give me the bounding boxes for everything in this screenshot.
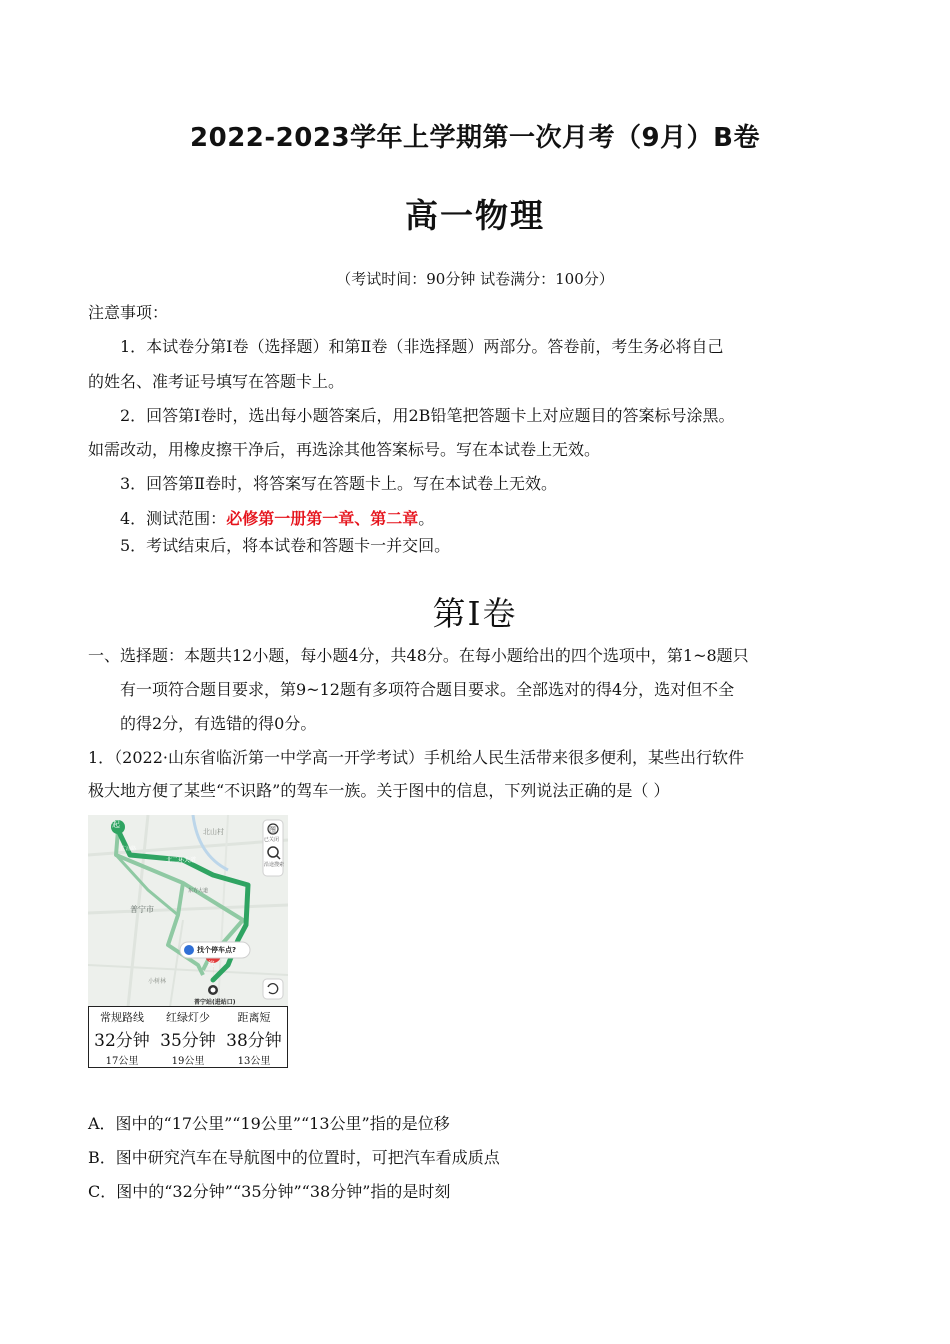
route-label: 距离短 <box>237 1011 271 1024</box>
navigation-map <box>88 815 288 1007</box>
destination-label: 普宁站(进站口) <box>194 999 236 1006</box>
route-options <box>88 1006 288 1068</box>
layers-icon[interactable]: 图 <box>269 826 276 834</box>
question-1-stem-line-1: 1．（2022·山东省临沂第一中学高一开学考试）手机给人民生活带来很多便利，某些出行软件 <box>88 748 744 767</box>
route-label: 常规路线 <box>100 1011 144 1024</box>
note-3: 3．回答第Ⅱ卷时，将答案写在答题卡上。写在本试卷上无效。 <box>120 474 558 493</box>
parking-tip[interactable]: 找个停车点? <box>197 946 237 954</box>
route-option-2[interactable] <box>155 1007 221 1067</box>
option-b: B．图中研究汽车在导航图中的位置时，可把汽车看成质点 <box>88 1148 500 1167</box>
route-option-3[interactable] <box>221 1007 287 1067</box>
subject-title: 高一物理 <box>405 196 545 235</box>
place-puning: 普宁市 <box>130 905 154 914</box>
route-label: 红绿灯少 <box>166 1011 210 1024</box>
road-label-3: 东方大道 <box>188 888 209 894</box>
start-badge: 起 <box>112 820 120 829</box>
section-instructions-line-3: 的得2分，有选错的得0分。 <box>120 714 317 733</box>
route-distance: 17公里 <box>105 1056 139 1067</box>
note-4 <box>120 509 434 529</box>
note-2-line-2: 如需改动，用橡皮擦干净后，再选涂其他答案标号。写在本试卷上无效。 <box>88 440 601 459</box>
route-time: 35分钟 <box>160 1031 216 1051</box>
note-4-suffix: 。 <box>418 509 435 528</box>
note-5: 5．考试结束后，将本试卷和答题卡一并交回。 <box>120 536 451 555</box>
route-time: 38分钟 <box>226 1031 282 1051</box>
road-label-2: 广汕路 <box>121 846 137 852</box>
place-beishan: 北山村 <box>203 828 224 836</box>
part-title: 第Ⅰ卷 <box>432 594 518 633</box>
route-time: 32分钟 <box>94 1031 150 1051</box>
notes-heading: 注意事项： <box>88 303 169 322</box>
road-label-1: 北二环大道 <box>166 857 197 864</box>
section-instructions-line-2: 有一项符合题目要求，第9~12题有多项符合题目要求。全部选对的得4分，选对但不全 <box>120 680 735 699</box>
note-1-line-2: 的姓名、准考证号填写在答题卡上。 <box>88 372 345 391</box>
section-instructions-line-1: 一、选择题：本题共12小题，每小题4分，共48分。在每小题给出的四个选项中，第1~8题只 <box>88 646 749 665</box>
option-a: A．图中的“17公里”“19公里”“13公里”指的是位移 <box>88 1114 450 1133</box>
route-distance: 19公里 <box>171 1056 205 1067</box>
question-1-stem-line-2: 极大地方便了某些“不识路”的驾车一族。关于图中的信息，下列说法正确的是（ ） <box>88 781 670 800</box>
note-4-prefix: 4．测试范围： <box>120 509 227 528</box>
route-distance: 13公里 <box>237 1056 271 1067</box>
note-4-scope: 必修第一册第一章、第二章 <box>226 509 419 528</box>
exam-title: 2022-2023学年上学期第一次月考（9月）B卷 <box>190 123 760 153</box>
end-badge: 终 <box>208 960 215 968</box>
route-option-1[interactable] <box>89 1007 155 1067</box>
place-xiaoshulin: 小树林 <box>148 978 167 985</box>
search-along-label: 沿途搜索 <box>264 862 285 868</box>
layers-label: 已关闭 <box>264 837 280 843</box>
note-1-line-1: 1．本试卷分第Ⅰ卷（选择题）和第Ⅱ卷（非选择题）两部分。答卷前，考生务必将自己 <box>120 337 724 356</box>
option-c: C．图中的“32分钟”“35分钟”“38分钟”指的是时刻 <box>88 1182 451 1201</box>
exam-info: （考试时间：90分钟 试卷满分：100分） <box>336 270 614 288</box>
map-graphic <box>88 815 288 1007</box>
note-2-line-1: 2．回答第Ⅰ卷时，选出每小题答案后，用2B铅笔把答题卡上对应题目的答案标号涂黑。 <box>120 406 735 425</box>
